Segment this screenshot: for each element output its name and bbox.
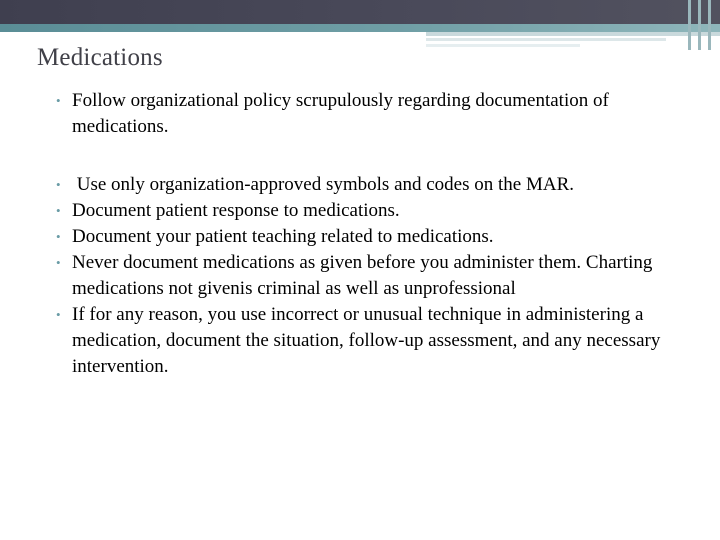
bullet-icon: • (56, 93, 61, 108)
bullet-text: Never document medications as given before you administer them. Charting medications not givenis criminal as well as unprofessional (72, 252, 653, 299)
bullet-item (56, 250, 684, 302)
bullet-text: If for any reason, you use incorrect or unusual technique in administering a medication, document the situation, follow-up assessment, and any necessary intervention. (72, 304, 661, 377)
header-accent-line (426, 44, 580, 47)
header-band-dark (0, 0, 720, 24)
bullet-text: Document patient response to medications. (72, 200, 400, 221)
bullet-item (56, 88, 684, 140)
bullet-icon: • (56, 177, 61, 192)
bullet-item (56, 302, 684, 380)
bullet-icon: • (56, 203, 61, 218)
bullet-text: Document your patient teaching related to medications. (72, 226, 494, 247)
header-accent-line (426, 32, 720, 36)
header-accent-line (426, 38, 666, 41)
slide-title: Medications (37, 44, 163, 71)
corner-stripes (684, 0, 720, 50)
bullet-icon: • (56, 307, 61, 322)
bullet-item (56, 198, 684, 224)
bullet-item (56, 224, 684, 250)
bullet-list (56, 88, 684, 380)
bullet-icon: • (56, 229, 61, 244)
header-band-teal (0, 24, 720, 32)
bullet-text: Use only organization-approved symbols and codes on the MAR. (72, 174, 575, 195)
bullet-item (56, 172, 684, 198)
bullet-text: Follow organizational policy scrupulously regarding documentation of medications. (72, 90, 609, 137)
bullet-icon: • (56, 255, 61, 270)
